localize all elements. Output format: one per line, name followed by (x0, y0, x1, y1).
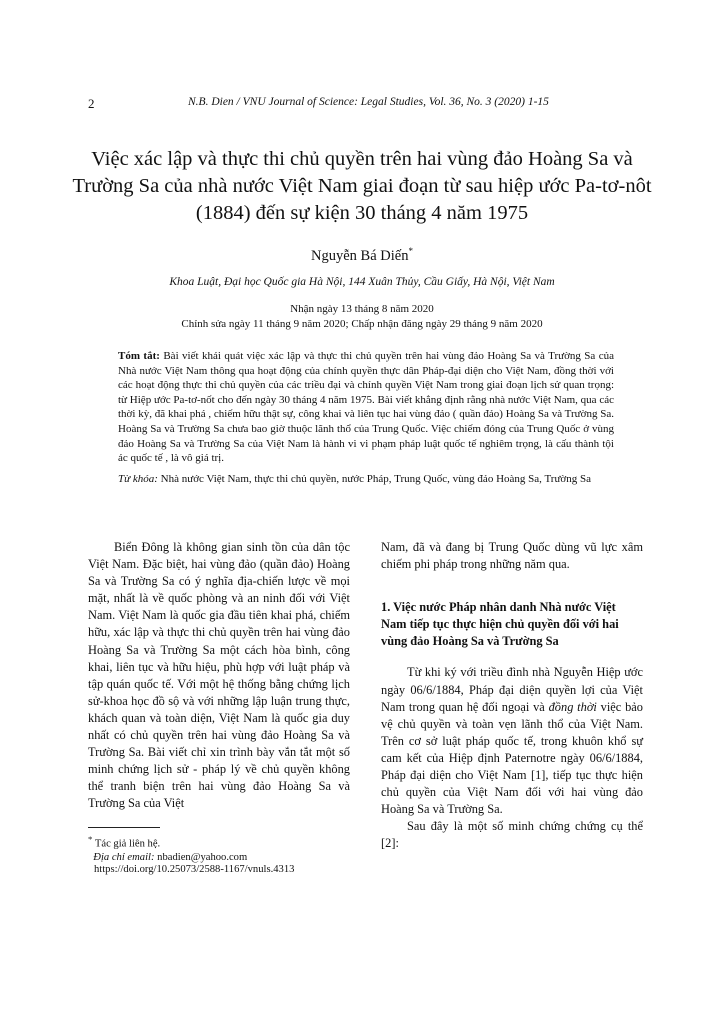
author-name: Nguyễn Bá Diến (311, 247, 409, 264)
email-label: Địa chỉ email: (93, 851, 155, 863)
author-affiliation: Khoa Luật, Đại học Quốc gia Hà Nội, 144 Xuân Thủy, Cầu Giấy, Hà Nội, Việt Nam (169, 276, 555, 288)
doi-link[interactable]: https://doi.org/10.25073/2588-1167/vnuls.4313 (94, 864, 295, 875)
revised-accepted-date: Chỉnh sửa ngày 11 tháng 9 năm 2020; Chấp nhận đăng ngày 29 tháng 9 năm 2020 (181, 318, 543, 330)
author-line (0, 246, 724, 265)
abstract-label: Tóm tắt: (118, 350, 160, 362)
running-head: N.B. Dien / VNU Journal of Science: Legal Studies, Vol. 36, No. 3 (2020) 1-15 (188, 96, 549, 108)
section-1-paragraph-2: Sau đây là một số minh chứng chứng cụ thể [2]: (381, 819, 643, 851)
received-date: Nhận ngày 13 tháng 8 năm 2020 (290, 303, 434, 315)
footnote-email (88, 851, 350, 864)
email-address[interactable]: nbadien@yahoo.com (157, 851, 248, 863)
abstract-text: Bài viết khái quát việc xác lập và thực thi chủ quyền trên hai vùng đảo Hoàng Sa và Trường Sa của Nhà nước Việt Nam thông qua hoạt động của chính quyền thực dân Pháp-đại diện cho Việt Nam, đồng thời với các hoạt động thực thi chủ quyền của các triều đại và chính quyền Việt Nam trong giai đoạn lịch sử quan trọng: từ Hiệp ước Pa-tơ-nốt cho đến ngày 30 tháng 4 năm 1975. Bài viết khẳng định rằng nhà nước Việt Nam, qua các thời kỳ, đã khai phá , chiếm hữu thật sự, công khai và liên tục hai vùng đảo ( quần đảo) Hoàng Sa và Trường Sa. Hoàng Sa và Trường Sa chưa bao giờ thuộc lãnh thổ của Trung Quốc. Việc chiếm đóng của Trung Quốc ở vùng đảo Hoàng Sa và Trường Sa của Việt Nam là hành vi vi phạm pháp luật quốc tế nghiêm trọng, là cấu thành tội ác quốc tế , là vô giá trị. (118, 350, 614, 465)
keywords-paragraph (118, 472, 614, 487)
section-1-text-a: Từ khi ký với triều đình nhà Nguyễn Hiệp ước ngày 06/6/1884, Pháp đại diện quyền lợi của Việt Nam trong quan hệ đối ngoại và (381, 665, 643, 714)
section-1-emphasis: đồng thời (548, 699, 597, 714)
section-1-paragraph (381, 664, 643, 818)
footnote-divider (88, 827, 160, 828)
article-title: Việc xác lập và thực thi chủ quyền trên hai vùng đảo Hoàng Sa và Trường Sa của nhà nước Việt Nam giai đoạn từ sau hiệp ước Pa-tơ-nôt (1884) đến sự kiện 30 tháng 4 năm 1975 (72, 148, 652, 224)
footnote-contact-text: Tác giả liên hệ. (94, 838, 161, 850)
article-dates (0, 302, 724, 332)
body-column-left (88, 539, 350, 813)
keywords-label: Từ khóa: (118, 472, 158, 485)
section-1-text-b: việc bảo vệ chủ quyền và toàn vẹn lãnh thổ của Việt Nam. Trên cơ sở luật pháp quốc tế, trong khuôn khổ sự cam kết của Hiệp định Paternotre ngày 06/6/1884, Pháp đại diện cho Việt Nam [1], tiếp tục thực hiện chủ quyền của Việt Nam đối với hai vùng đảo Hoàng Sa và Trường Sa. (381, 699, 643, 817)
body-column-right (381, 539, 643, 853)
footnote-mark: * (88, 834, 93, 844)
page-number: 2 (88, 96, 95, 111)
intro-paragraph: Biển Đông là không gian sinh tồn của dân tộc Việt Nam. Đặc biệt, hai vùng đảo (quần đảo) Hoàng Sa và Trường Sa có ý nghĩa địa-chiến lược về mọi mặt, nhất là về quốc phòng và an ninh đối với Việt Nam. Việt Nam là quốc gia đầu tiên khai phá, chiếm hữu, xác lập và thực thi chủ quyền trên hai vùng đảo Hoàng Sa và Trường Sa một cách hòa bình, công khai, liên tục và hữu hiệu, phù hợp với luật pháp và tập quán quốc tế. Với một hệ thống bằng chứng lịch sử-khoa học đồ sộ và với những lập luận trung thực, khách quan và toàn diện, Việt Nam là quốc gia duy nhất có chủ quyền trên hai vùng đảo Hoàng Sa và Trường Sa. Bài viết chỉ xin trình bày vắn tắt một số minh chứng lịch sử - pháp lý về chủ quyền không thể tranh biện trên hai vùng đảo Hoàng Sa và Trường Sa của Việt (88, 540, 350, 811)
abstract-block (118, 349, 614, 486)
intro-continuation: Nam, đã và đang bị Trung Quốc dùng vũ lực xâm chiếm phi pháp trong những năm qua. (381, 540, 643, 572)
author-footnote-mark: * (408, 246, 413, 256)
abstract-paragraph (118, 349, 614, 466)
footnote-contact (88, 833, 350, 851)
footnote-block (88, 833, 350, 864)
section-1-heading: 1. Việc nước Pháp nhân danh Nhà nước Việt Nam tiếp tục thực hiện chủ quyền đối với hai vùng đảo Hoàng Sa và Trường Sa (381, 600, 619, 649)
keywords-text: Nhà nước Việt Nam, thực thi chủ quyền, nước Pháp, Trung Quốc, vùng đảo Hoàng Sa, Trường Sa (160, 472, 591, 485)
